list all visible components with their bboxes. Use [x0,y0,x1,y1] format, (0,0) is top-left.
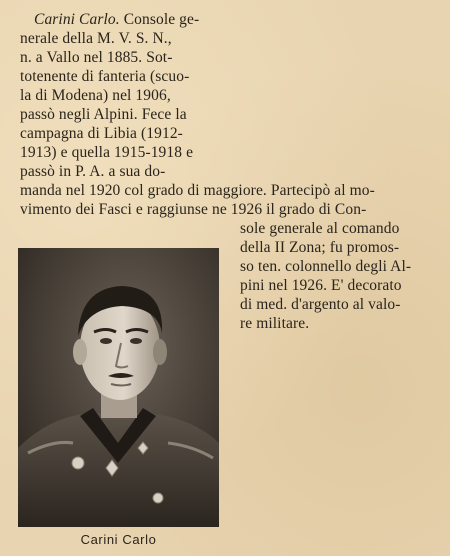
bio-line-8: 1913) e quella 1915-1918 e [20,144,194,161]
bio-line-9: passò in P. A. a sua do- [20,163,166,180]
bio-line-3: n. a Vallo nel 1885. Sot- [20,49,173,66]
bio-line-1: Carini Carlo. Console ge- [34,11,200,28]
bio-line-14: so ten. colonnello degli Al- [240,258,412,275]
bio-line-13: della II Zona; fu promos- [240,239,400,256]
bio-line-11: vimento dei Fasci e raggiunse ne 1926 il grado di Con- [20,201,367,218]
bio-line-17: re militare. [240,315,310,332]
bio-line-6: passò negli Alpini. Fece la [20,106,187,123]
bio-line-4: totenente di fanteria (scuo- [20,68,190,85]
bio-line-2: nerale della M. V. S. N., [20,30,172,47]
bio-line-7: campagna di Libia (1912- [20,125,183,142]
bio-line-16: di med. d'argento al valo- [240,296,401,313]
bio-name: Carini Carlo. [34,11,120,28]
bio-line-12: sole generale al comando [240,220,400,237]
portrait-photo [18,248,219,527]
bio-line-5: la di Modena) nel 1906, [20,87,171,104]
bio-line-15: pini nel 1926. E' decorato [240,277,402,294]
bio-line-10: manda nel 1920 col grado di maggiore. Partecipò al mo- [20,182,375,199]
photo-caption: Carini Carlo [80,532,157,547]
